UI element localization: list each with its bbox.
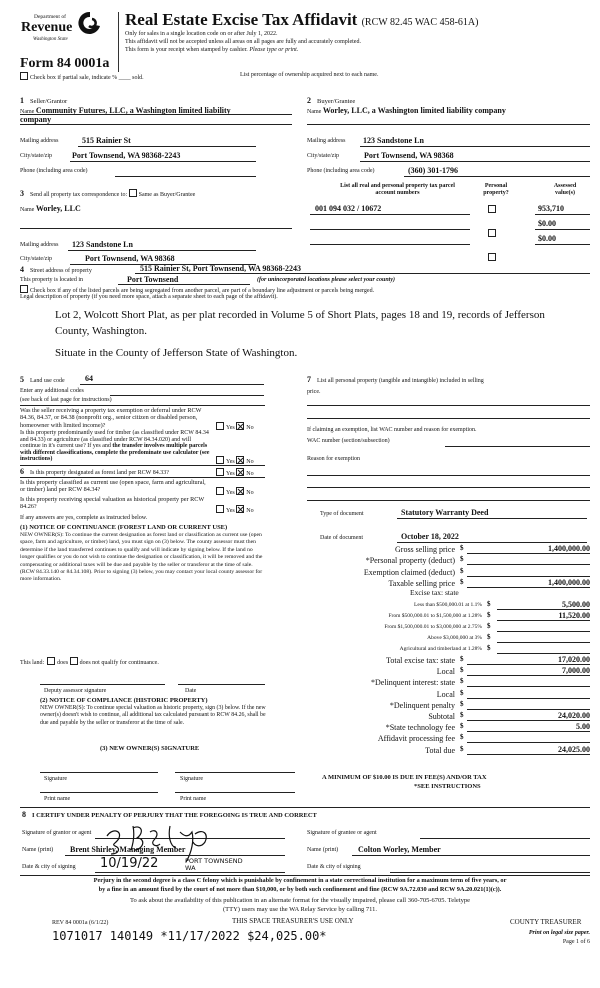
tax-row-value[interactable] <box>497 633 590 643</box>
additional-codes-field[interactable] <box>110 395 264 396</box>
buyer-phone-label: Phone (including area code) <box>307 168 375 174</box>
tax-row-value[interactable]: 1,400,000.00 <box>467 544 590 554</box>
treasurer-stamp: 1071017 140149 *11/17/2022 $24,025.00* <box>52 929 327 943</box>
print-name-label-2: Print name <box>180 796 207 802</box>
personal-col-header: Personal property? <box>483 183 509 196</box>
reason-line[interactable] <box>307 475 590 476</box>
timber-question: Is this property predominantly used for timber (as classified under RCW 84.34 and 84.33) or agriculture (as classified under RCW 84.34.020) and will continue in it's current use? If yes and <box>20 430 209 450</box>
no-label: No <box>246 508 254 514</box>
reason-line[interactable] <box>307 500 590 501</box>
buyer-phone-value[interactable]: (360) 301-1796 <box>408 166 458 175</box>
seller-city-value[interactable]: Port Townsend, WA 98368-2243 <box>72 151 181 160</box>
located-value[interactable]: Port Townsend <box>127 275 179 284</box>
parcel-number[interactable]: 001 094 032 / 10672 <box>315 204 382 213</box>
corr-city-label: City/state/zip <box>20 256 52 262</box>
personal-property-checkbox[interactable] <box>488 229 496 237</box>
owner-signature-2[interactable] <box>175 772 295 773</box>
perjury-2: by a fine in an amount fixed by the court of not more than $10,000, or by both such confinement and fine (RCW 9A.72.030 and RCW 9A.20.021(1)(c)). <box>98 886 502 893</box>
parcel-number[interactable] <box>310 244 470 245</box>
dollar-sign: $ <box>487 644 491 652</box>
corr-mailing-label: Mailing address <box>20 242 59 248</box>
grantee-name-value[interactable]: Colton Worley, Member <box>358 845 441 854</box>
subtitle-3 <box>125 47 298 54</box>
label: I CERTIFY UNDER PENALTY OF PERJURY THAT THE FOREGOING IS TRUE AND CORRECT <box>32 812 317 819</box>
value: Community Futures, LLC, a Washington limited liability <box>35 106 231 115</box>
tax-row-label: Less than $500,000.01 at 1.1% <box>414 602 482 608</box>
grantor-date-label: Date & city of signing <box>22 864 76 870</box>
tax-row-value[interactable]: 24,020.00 <box>467 711 590 721</box>
dollar-sign: $ <box>460 544 464 552</box>
label: This land: <box>20 660 45 666</box>
heading-text: Buyer/Grantee <box>317 98 356 105</box>
does-checkbox[interactable] <box>47 657 55 665</box>
reason-label: Reason for exemption <box>307 456 360 462</box>
owner-signature-1[interactable] <box>40 772 158 773</box>
exemption-yes-no[interactable] <box>216 422 254 432</box>
dollar-sign: $ <box>460 688 464 697</box>
additional-codes-label: Enter any additional codes <box>20 388 84 394</box>
deputy-signature-label: Deputy assessor signature <box>44 688 107 694</box>
tax-row-value[interactable] <box>467 689 590 699</box>
historic-question: Is this property receiving special valuation as historical property per RCW 84.26? <box>20 496 205 511</box>
print-name-label-1: Print name <box>44 796 71 802</box>
tax-row-value[interactable]: 11,520.00 <box>497 611 590 621</box>
dollar-sign: $ <box>460 577 464 586</box>
seller-city-label: City/state/zip <box>20 153 52 159</box>
partial-sale-label: Check box if partial sale, indicate % ____ sold. <box>30 75 144 81</box>
subtitle-2: This affidavit will not be accepted unless all areas on all pages are fully and accurately completed. <box>125 39 361 45</box>
assessed-value[interactable]: $0.00 <box>538 219 556 228</box>
seller-heading <box>20 97 67 106</box>
legal-label: Legal description of property (if you need more space, attach a separate sheet to each page of the affidavit). <box>20 294 278 300</box>
dollar-sign: $ <box>487 611 491 619</box>
grantor-date-value[interactable]: 10/19/22 <box>100 856 159 871</box>
title-text: Real Estate Excise Tax Affidavit <box>125 10 358 29</box>
street-label <box>20 266 92 275</box>
tax-row-value[interactable]: 5.00 <box>467 722 590 732</box>
value: Worley, LLC, a Washington limited liability company <box>322 106 506 115</box>
deputy-signature-field[interactable] <box>40 684 165 685</box>
county-treasurer: COUNTY TREASURER <box>510 918 582 926</box>
section-number: 8 <box>22 810 26 819</box>
seller-phone-field[interactable] <box>115 176 256 177</box>
heading-text: Seller/Grantor <box>30 98 68 105</box>
label: Land use code <box>30 378 65 384</box>
seller-phone-label: Phone (including area code) <box>20 168 88 174</box>
wac-field[interactable] <box>445 446 590 447</box>
section-number: 3 <box>20 189 24 198</box>
current-use-yes-no[interactable] <box>216 487 254 497</box>
deputy-date-label: Date <box>185 688 197 694</box>
same-as-buyer-checkbox[interactable] <box>129 189 137 197</box>
assessed-col-header: Assessed value(s) <box>553 183 577 196</box>
timber-question-block <box>20 430 210 463</box>
continuance-qualify <box>20 657 159 667</box>
tax-row-value[interactable]: 5,500.00 <box>497 600 590 610</box>
tax-row-value[interactable] <box>467 555 590 565</box>
dollar-sign: $ <box>460 699 464 708</box>
yes-label: Yes <box>226 508 235 514</box>
yes-label: Yes <box>226 425 235 431</box>
alt-format-1: To ask about the availability of this publication in an alternate format for the visually impaired, please call 360-705-6705. Teletype <box>130 897 470 904</box>
no-checkbox[interactable] <box>236 505 244 513</box>
no-checkbox[interactable] <box>236 468 244 476</box>
tax-row-value[interactable] <box>497 644 590 654</box>
no-checkbox[interactable] <box>236 456 244 464</box>
label: Street address of property <box>30 268 92 274</box>
exemption-question: Was the seller receiving a property tax exemption or deferral under RCW 84.36, 84.37, or 84.38 (nonprofit org., senior citizen or disabled person, homeowner with limited income)? <box>20 407 202 429</box>
timber-question-bold: the transfer involves multiple parcels with different classifications, complete the predominate use calculator (see instructions) <box>20 443 210 463</box>
signature-label-2: Signature <box>180 776 203 782</box>
historic-yes-no[interactable] <box>216 505 254 515</box>
doc-date-value[interactable]: October 18, 2022 <box>401 532 459 541</box>
personal-property-checkbox[interactable] <box>488 205 496 213</box>
tax-row-label: *State technology fee <box>385 723 455 733</box>
section-number: 6 <box>20 467 24 476</box>
ownership-note: List percentage of ownership acquired next to each name. <box>240 72 379 78</box>
tax-row-label: From $500,000.01 to $1,500,000 at 1.28% <box>388 613 482 619</box>
doc-date-label: Date of document <box>320 535 363 541</box>
wac-label: WAC number (section/subsection) <box>307 438 390 444</box>
street-value[interactable]: 515 Rainier St, Port Townsend, WA 98368-2243 <box>140 264 302 273</box>
personal-property-line[interactable] <box>307 418 590 419</box>
personal-property-label-2: price. <box>307 389 321 395</box>
dollar-sign: $ <box>460 666 464 675</box>
tax-row-label: Subtotal <box>428 712 455 721</box>
checkbox-icon[interactable] <box>20 285 28 293</box>
label: Name <box>307 109 322 115</box>
tax-row-label: From $1,500,000.01 to $3,000,000 at 2.75% <box>384 624 482 630</box>
tax-row-value[interactable]: 7,000.00 <box>467 666 590 676</box>
seller-name-cont: company <box>20 115 52 124</box>
current-use-question: Is this property classified as current use (open space, farm and agricultural, or timber) land per RCW 84.34? <box>20 479 206 494</box>
tax-row-label: *Personal property (deduct) <box>365 556 455 566</box>
rev-number: REV 84 0001a (6/1/22) <box>52 920 109 926</box>
no-label: No <box>246 471 254 477</box>
see-back-note: (see back of last page for instructions) <box>20 397 112 403</box>
tax-row-label: Local <box>436 689 455 699</box>
no-label: No <box>246 490 254 496</box>
dollar-sign: $ <box>460 655 464 663</box>
logo-revenue: Revenue <box>21 20 73 35</box>
section-number: 4 <box>20 265 24 274</box>
tax-row-label: Taxable selling price <box>388 578 455 588</box>
parcel-col-header: List all real and personal property tax parcel account numbers <box>340 183 455 196</box>
grantor-name-value[interactable]: Brent Shirley, Managing Member <box>70 845 186 854</box>
dollar-sign: $ <box>460 677 464 686</box>
tax-row-label: Total excise tax: state <box>386 656 455 665</box>
alt-format-2: (TTY) users may use the WA Relay Service by calling 711. <box>223 906 377 913</box>
tax-row-label: *Delinquent interest: state <box>371 678 455 688</box>
dollar-sign: $ <box>460 744 464 753</box>
tax-row-value[interactable]: 24,025.00 <box>467 745 590 755</box>
buyer-mailing-value[interactable]: 123 Sandstone Ln <box>363 136 424 145</box>
legal-description-3: Situate in the County of Jefferson State of Washington. <box>55 347 298 359</box>
legal-paper-note: Print on legal size paper. <box>528 930 590 936</box>
grantee-sig-label: Signature of grantee or agent <box>307 830 377 836</box>
seller-mailing-label: Mailing address <box>20 138 59 144</box>
forest-question <box>20 468 169 477</box>
yes-checkbox[interactable] <box>216 505 224 513</box>
does-label: does <box>57 660 69 666</box>
personal-property-checkbox[interactable] <box>488 253 496 261</box>
correspondence-heading <box>20 189 195 199</box>
logo-state: Washington State <box>33 37 68 42</box>
if-yes-note: If any answers are yes, complete as instructed below. <box>20 515 148 521</box>
logo-dept: Department of <box>34 14 66 20</box>
tax-row-label: Local <box>436 667 455 677</box>
no-label: No <box>246 425 254 431</box>
section-number: 2 <box>307 96 311 105</box>
grantor-city-value[interactable]: PORT TOWNSEND WA <box>185 857 243 872</box>
yes-checkbox[interactable] <box>216 468 224 476</box>
dollar-sign: $ <box>460 733 464 742</box>
label: Name <box>20 109 35 115</box>
grantee-date-field[interactable] <box>390 872 590 873</box>
new-owner-signature-title: (3) NEW OWNER(S) SIGNATURE <box>100 745 200 752</box>
dollar-sign: $ <box>460 555 464 564</box>
label: Name <box>20 207 35 213</box>
tax-row-label: *Delinquent penalty <box>389 700 455 710</box>
tax-row-label: Exemption claimed (deduct) <box>363 567 455 577</box>
doc-type-value[interactable]: Statutory Warranty Deed <box>401 508 489 517</box>
excise-label: Excise tax: state <box>410 588 459 597</box>
see-instructions: *SEE INSTRUCTIONS <box>414 783 481 790</box>
page-number: Page 1 of 6 <box>562 939 590 945</box>
no-checkbox[interactable] <box>236 487 244 495</box>
dollar-sign: $ <box>460 722 464 731</box>
page-title <box>125 11 478 30</box>
does-not-label: does not qualify for continuance. <box>79 660 159 666</box>
subtitle-3-italic: Please type or print. <box>249 47 299 53</box>
legal-description-1: Lot 2, Wolcott Short Plat, as per plat recorded in Volume 5 of Short Plats, pages 18 and 19, records of Jefferson <box>55 309 545 321</box>
doc-type-label: Type of document <box>320 511 364 517</box>
personal-property-line[interactable] <box>307 405 590 406</box>
corr-mailing-value[interactable]: 123 Sandstone Ln <box>72 240 133 249</box>
header-divider <box>118 12 119 72</box>
buyer-name-field[interactable] <box>307 107 506 116</box>
seller-mailing-value[interactable]: 515 Rainier St <box>82 136 131 145</box>
dollar-sign: $ <box>487 622 491 630</box>
revenue-swirl-icon <box>78 10 102 36</box>
no-label: No <box>246 459 254 465</box>
deputy-date-field[interactable] <box>178 684 265 685</box>
tax-row-label: Affidavit processing fee <box>377 734 455 744</box>
grantee-signature-field[interactable] <box>420 838 590 839</box>
buyer-city-value[interactable]: Port Townsend, WA 98368 <box>364 151 454 160</box>
dollar-sign: $ <box>487 600 491 608</box>
section-number: 1 <box>20 96 24 105</box>
tax-row-value[interactable] <box>467 733 590 743</box>
checkbox-icon[interactable] <box>20 72 28 80</box>
assessed-value[interactable]: $0.00 <box>538 234 556 243</box>
yes-label: Yes <box>226 471 235 477</box>
tax-row-value[interactable] <box>467 677 590 687</box>
segregated-label: Check box if any of the listed parcels are being segregated from another parcel, are part of a boundary line adjustment or parcels being merged. <box>30 288 375 294</box>
legal-description-2: County, Washington. <box>55 325 148 337</box>
tax-row-label: Above $3,000,000 at 3% <box>427 635 482 641</box>
tax-row-label: Gross selling price <box>395 545 455 554</box>
minimum-note: A MINIMUM OF $10.00 IS DUE IN FEE(S) AND/OR TAX <box>322 774 487 781</box>
tax-row-value[interactable] <box>467 700 590 710</box>
grantor-name-label: Name (print) <box>22 847 54 853</box>
owner-print-name-2[interactable] <box>175 792 295 793</box>
value: Worley, LLC <box>35 204 81 213</box>
corr-city-value[interactable]: Port Townsend, WA 98368 <box>85 254 175 263</box>
tax-row-label: Total due <box>425 745 455 755</box>
owner-print-name-1[interactable] <box>40 792 158 793</box>
signature-label-1: Signature <box>44 776 67 782</box>
located-note: (for unincorporated locations please select your county) <box>257 277 395 283</box>
dollar-sign: $ <box>460 566 464 575</box>
tax-row-value[interactable]: 17,020.00 <box>467 655 590 665</box>
yes-checkbox[interactable] <box>216 456 224 464</box>
buyer-mailing-label: Mailing address <box>307 138 346 144</box>
notice-continuance-text: NEW OWNER(S): To continue the current designation as forest land or classification as current use (open space, farm and agriculture, or timber) land, you must sign on (3) below. The county assessor must then determine if the land transferred continues to qualify and will indicate by signing below. If the land no longer qualifies or you do not wish to continue the designation or classification, it will be removed and the compensating or additional taxes will be due and payable by the seller or transferor at the time of sale. (RCW 84.33.140 or 84.34.108). Prior to signing (3) below, you may contact your local county assessor for more information. <box>20 532 263 583</box>
yes-checkbox[interactable] <box>216 422 224 430</box>
grantee-name-label: Name (print) <box>307 847 339 853</box>
exemption-label: If claiming an exemption, list WAC number and reason for exemption. <box>307 427 477 433</box>
grantee-date-label: Date & city of signing <box>307 864 361 870</box>
no-checkbox[interactable] <box>236 422 244 430</box>
dollar-sign: $ <box>487 633 491 641</box>
yes-label: Yes <box>226 490 235 496</box>
notice-compliance-title: (2) NOTICE OF COMPLIANCE (HISTORIC PROPERTY) <box>40 697 208 704</box>
land-use-value[interactable]: 64 <box>85 374 93 383</box>
label: Send all property tax correspondence to: <box>30 192 128 198</box>
label: Is this property designated as forest land per RCW 84.33? <box>30 470 169 476</box>
section-number: 5 <box>20 375 24 384</box>
subtitle-1: Only for sales in a single location code on or after July 1, 2022. <box>125 31 278 37</box>
label: List all personal property (tangible and intangible) included in selling <box>317 378 484 384</box>
personal-property-label <box>307 376 484 385</box>
section-number: 7 <box>307 375 311 384</box>
partial-sale-checkbox[interactable] <box>20 72 144 82</box>
subtitle-3-text: This form is your receipt when stamped by cashier. <box>125 47 248 53</box>
tax-row-value[interactable] <box>497 622 590 632</box>
tax-row-value[interactable] <box>467 567 590 577</box>
located-label: This property is located in <box>20 277 83 283</box>
tax-row-value[interactable]: 1,400,000.00 <box>467 578 590 588</box>
yes-checkbox[interactable] <box>216 487 224 495</box>
grantor-sig-label: Signature of grantor or agent <box>22 830 92 836</box>
same-as-buyer-label: Same as Buyer/Grantee <box>138 192 196 198</box>
perjury-1: Perjury in the second degree is a class C felony which is punishable by confinement in a state correctional institution for a maximum term of five years, or <box>93 877 507 884</box>
buyer-city-label: City/state/zip <box>307 153 339 159</box>
correspondence-name-field[interactable] <box>20 205 81 214</box>
does-not-checkbox[interactable] <box>70 657 78 665</box>
assessed-value[interactable]: 953,710 <box>538 204 564 213</box>
reason-line[interactable] <box>307 487 590 488</box>
form-number: Form 84 0001a <box>20 56 110 71</box>
tax-row-label: Agricultural and timberland at 1.28% <box>399 646 482 652</box>
land-use-label <box>20 376 65 385</box>
buyer-heading <box>307 97 355 106</box>
notice-continuance-title: (1) NOTICE OF CONTINUANCE (FOREST LAND OR CURRENT USE) <box>20 524 228 531</box>
notice-compliance-text: NEW OWNER(S): To continue special valuation as historic property, sign (3) below. If the new owner(s) doesn't wish to continue, all additional tax calculated pursuant to RCW 84.26, shall be due and payable by the seller or transferor at the time of sale. <box>40 705 266 726</box>
title-ref: (RCW 82.45 WAC 458-61A) <box>361 17 479 28</box>
yes-label: Yes <box>226 459 235 465</box>
parcel-number[interactable] <box>310 229 470 230</box>
treasurer-use: THIS SPACE TREASURER'S USE ONLY <box>232 917 354 925</box>
dollar-sign: $ <box>460 711 464 719</box>
